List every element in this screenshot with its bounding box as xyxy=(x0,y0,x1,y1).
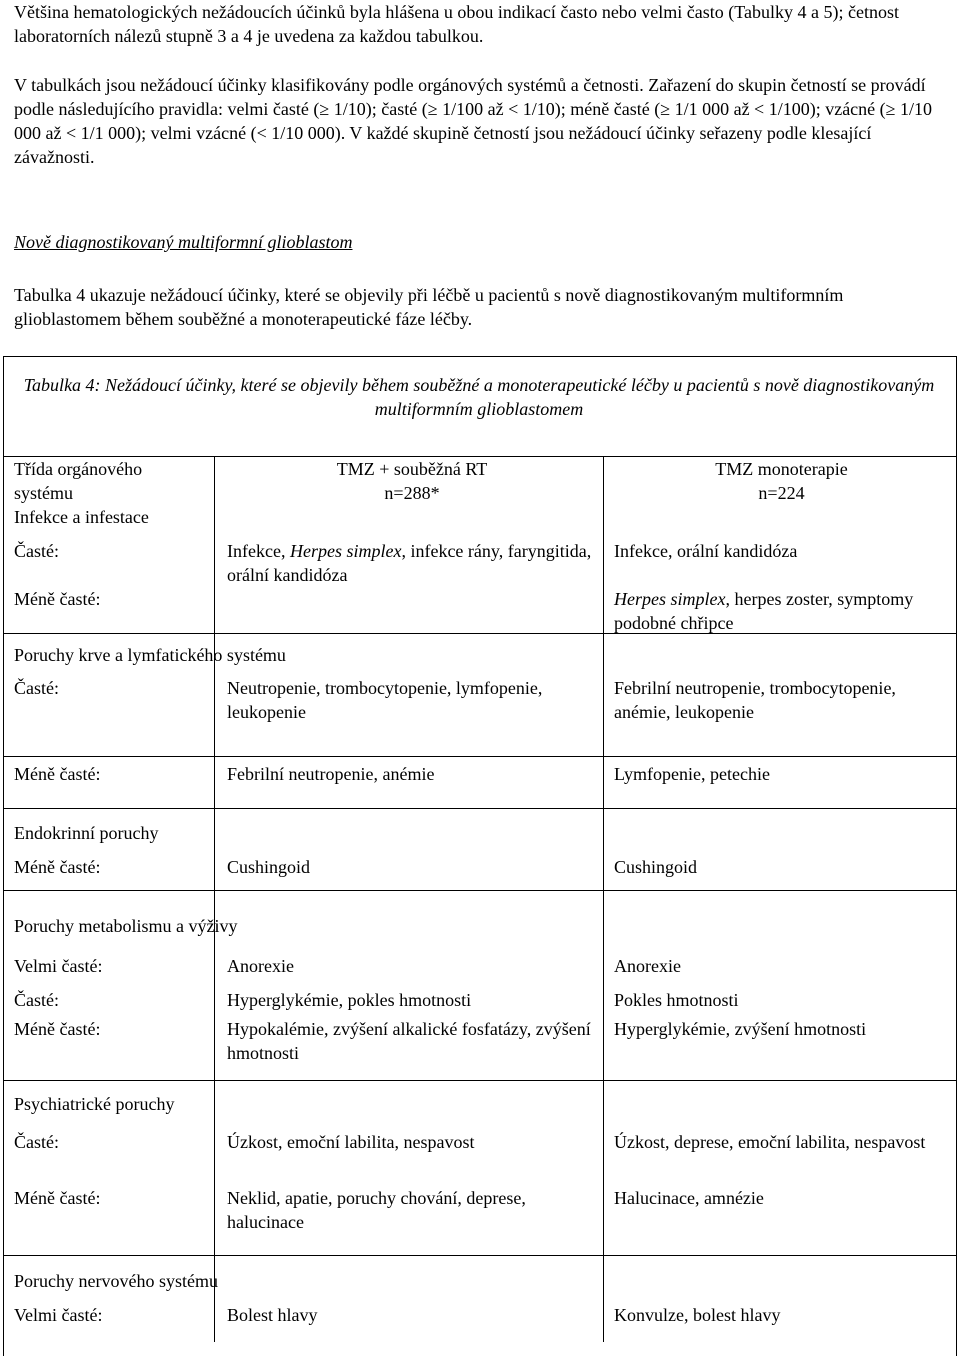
intro-paragraph-2: V tabulkách jsou nežádoucí účinky klasifikovány podle orgánových systémů a četnosti. Zařazení do skupin četností se provádí podle následujícího pravidla: velmi časté (≥ 1/10); časté (≥ 1/100 až < 1/10); méně časté (≥ 1/1 000 až < 1/100); vzácné (≥ 1/10 000 až < 1/1 000); velmi vzácné (< 1/10 000). V každé skupině četností jsou nežádoucí účinky seřazeny podle klesající závažnosti. xyxy=(14,75,933,167)
header-tmz-rt-n: n=288* xyxy=(384,483,440,503)
header-tmz-rt-label: TMZ + souběžná RT xyxy=(336,459,488,479)
section-endocrine: Endokrinní poruchy xyxy=(14,823,159,843)
table-cell: Infekce, orální kandidóza xyxy=(614,541,798,561)
table-cell: Úzkost, emoční labilita, nespavost xyxy=(227,1132,475,1152)
intro-paragraph-3: Tabulka 4 ukazuje nežádoucí účinky, které se objevily při léčbě u pacientů s nově diagnostikovaným multiformním glioblastomem během souběžné a monoterapeutické fáze léčby. xyxy=(14,285,844,329)
table-cell: Úzkost, deprese, emoční labilita, nespavost xyxy=(614,1132,926,1152)
table-cell: Lymfopenie, petechie xyxy=(614,764,770,784)
table-cell: Konvulze, bolest hlavy xyxy=(614,1305,781,1325)
row-rule xyxy=(4,1255,956,1256)
table-cell: Hypokalémie, zvýšení alkalické fosfatázy, zvýšení hmotnosti xyxy=(227,1019,591,1063)
section-nervous: Poruchy nervového systému xyxy=(14,1271,218,1291)
table-cell: Anorexie xyxy=(614,956,681,976)
freq-label: Méně časté: xyxy=(14,1188,101,1208)
freq-label: Časté: xyxy=(14,1132,59,1152)
cell-text: , infekce rány, faryngitida, orální kandidóza xyxy=(227,541,592,585)
header-organ-system: Třída orgánového systému xyxy=(14,459,143,503)
freq-label: Velmi časté: xyxy=(14,1305,103,1325)
section-psychiatric: Psychiatrické poruchy xyxy=(14,1094,175,1114)
table-cell xyxy=(227,539,597,587)
cell-text-italic: Herpes simplex xyxy=(614,589,726,609)
row-rule xyxy=(4,1080,956,1081)
table-cell: Cushingoid xyxy=(227,857,311,877)
table-cell: Pokles hmotnosti xyxy=(614,990,739,1010)
header-tmz-mono-n: n=224 xyxy=(758,483,805,503)
section-subheading: Nově diagnostikovaný multiformní glioblastom xyxy=(14,232,353,252)
header-tmz-mono xyxy=(614,457,949,505)
table-cell: Halucinace, amnézie xyxy=(614,1188,764,1208)
freq-label: Méně časté: xyxy=(14,857,101,877)
column-divider-1 xyxy=(214,456,215,1342)
freq-label: Časté: xyxy=(14,678,59,698)
cell-text: , herpes zoster, symptomy podobné chřipce xyxy=(614,589,914,633)
table-cell: Hyperglykémie, pokles hmotnosti xyxy=(227,990,472,1010)
column-divider-2 xyxy=(603,456,604,1342)
table-cell: Anorexie xyxy=(227,956,294,976)
table-cell: Febrilní neutropenie, trombocytopenie, anémie, leukopenie xyxy=(614,678,896,722)
row-rule xyxy=(4,890,956,891)
cell-text: Infekce, xyxy=(227,541,290,561)
header-tmz-rt xyxy=(227,457,597,505)
table-cell xyxy=(614,587,949,635)
freq-label: Časté: xyxy=(14,990,59,1010)
table-cell: Cushingoid xyxy=(614,857,698,877)
freq-label: Méně časté: xyxy=(14,1019,101,1039)
row-rule xyxy=(4,808,956,809)
cell-text-italic: Herpes simplex xyxy=(289,541,402,561)
freq-label: Velmi časté: xyxy=(14,956,103,976)
table-cell: Neutropenie, trombocytopenie, lymfopenie, leukopenie xyxy=(227,678,543,722)
table-caption: Tabulka 4: Nežádoucí účinky, které se objevily během souběžné a monoterapeutické léčby u pacientů s nově diagnostikovaným multiformním glioblastomem xyxy=(23,375,935,419)
table-cell: Hyperglykémie, zvýšení hmotnosti xyxy=(614,1019,867,1039)
section-blood: Poruchy krve a lymfatického systému xyxy=(14,645,286,665)
freq-label: Méně časté: xyxy=(14,764,101,784)
freq-label: Méně časté: xyxy=(14,589,101,609)
header-tmz-mono-label: TMZ monoterapie xyxy=(715,459,848,479)
table-cell: Neklid, apatie, poruchy chování, deprese, halucinace xyxy=(227,1188,526,1232)
freq-label: Časté: xyxy=(14,541,59,561)
section-infections: Infekce a infestace xyxy=(14,507,149,527)
table-cell: Febrilní neutropenie, anémie xyxy=(227,764,435,784)
section-metabolism: Poruchy metabolismu a výživy xyxy=(14,916,238,936)
intro-paragraph-1: Většina hematologických nežádoucích účinků byla hlášena u obou indikací často nebo velmi často (Tabulky 4 a 5); četnost laboratorních nálezů stupně 3 a 4 je uvedena za každou tabulkou. xyxy=(14,2,899,46)
row-rule xyxy=(4,756,956,757)
table-cell: Bolest hlavy xyxy=(227,1305,318,1325)
